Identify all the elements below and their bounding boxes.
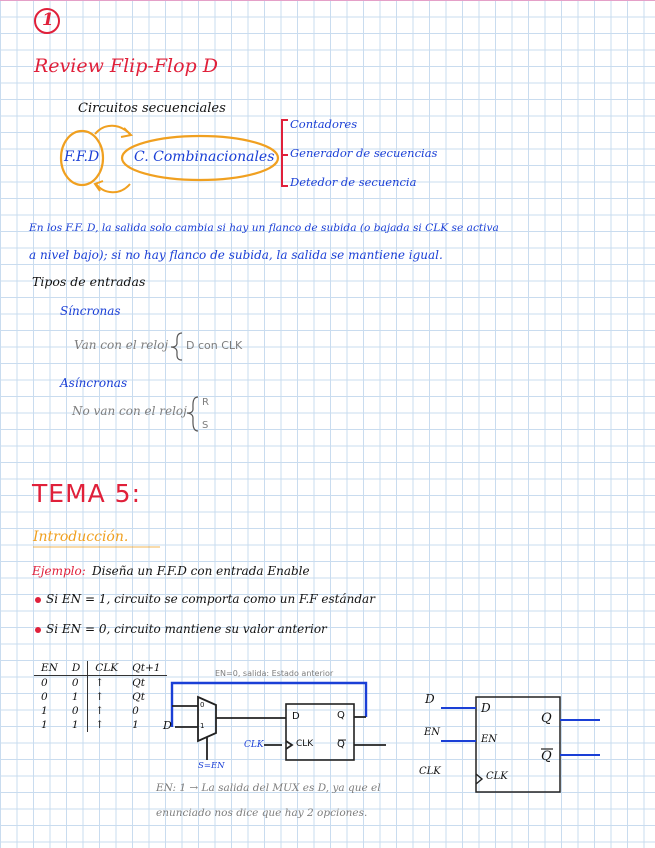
sync-text: Van con el reloj bbox=[74, 338, 169, 352]
list-item-0: Contadores bbox=[290, 117, 358, 131]
list-bracket bbox=[282, 120, 288, 186]
sync-label: Síncronas bbox=[60, 304, 121, 318]
async-label: Asíncronas bbox=[60, 376, 128, 390]
page-title: Review Flip-Flop D bbox=[34, 55, 218, 77]
block-out-qbar: Q bbox=[541, 749, 552, 764]
truth-table bbox=[34, 661, 167, 732]
bullet-2-text: Si EN = 0, circuito mantiene su valor anterior bbox=[46, 622, 327, 636]
block-pin-d: D bbox=[481, 701, 491, 715]
list-item-2: Detedor de secuencia bbox=[290, 175, 417, 189]
ff-pin-qbar: Q bbox=[337, 739, 345, 750]
th-q: Qt+1 bbox=[125, 661, 167, 676]
mux-in1: 1 bbox=[200, 722, 205, 730]
sync-brace bbox=[171, 333, 182, 360]
paragraph-line-1: En los F.F. D, la salida solo cambia si hay un flanco de subida (o bajada si CLK se activa bbox=[29, 222, 499, 234]
block-pin-clk: CLK bbox=[486, 771, 508, 782]
bullet-2 bbox=[35, 627, 41, 633]
th-d: D bbox=[65, 661, 88, 676]
async-brace-s: S bbox=[202, 420, 209, 431]
paragraph-line-2: a nivel bajo); si no hay flanco de subida, la salida se mantiene igual. bbox=[29, 248, 443, 262]
circuit-d-input: D bbox=[163, 719, 172, 732]
diagram-heading: Circuitos secuenciales bbox=[78, 101, 226, 116]
node-comb: C. Combinacionales bbox=[134, 149, 275, 165]
circuit-note-2: enunciado nos dice que hay 2 opciones. bbox=[156, 807, 368, 819]
block-in-d: D bbox=[425, 692, 435, 706]
table-row: 1 0 ↑ 0 bbox=[41, 705, 139, 717]
table-row: 0 1 ↑ Qt bbox=[41, 691, 145, 703]
mux-circuit bbox=[172, 683, 386, 760]
intro-heading: Introducción. bbox=[33, 529, 129, 545]
page-number: 1 bbox=[42, 10, 54, 30]
async-brace bbox=[187, 397, 198, 431]
ff-pin-d: D bbox=[292, 711, 300, 722]
block-in-en: EN bbox=[424, 727, 441, 738]
block-pin-en: EN bbox=[481, 734, 498, 745]
ejemplo-label: Ejemplo: bbox=[32, 564, 86, 578]
async-text: No van con el reloj bbox=[72, 404, 187, 418]
table-row: 1 1 ↑ 1 bbox=[41, 719, 139, 731]
mux-in0: 0 bbox=[200, 701, 205, 709]
tipos-heading: Tipos de entradas bbox=[32, 274, 146, 289]
ff-pin-clk: CLK bbox=[296, 739, 314, 749]
node-ffd: F.F.D bbox=[64, 149, 100, 165]
ff-pin-q: Q bbox=[337, 710, 345, 721]
tema-heading: TEMA 5: bbox=[32, 479, 142, 508]
block-out-q: Q bbox=[541, 711, 552, 726]
table-row: 0 0 ↑ Qt bbox=[41, 677, 145, 689]
sync-brace-item: D con CLK bbox=[186, 339, 243, 352]
circuit-note-1: EN: 1 → La salida del MUX es D, ya que el bbox=[156, 782, 381, 794]
circuit-clk-input: CLK bbox=[244, 740, 264, 750]
circuit-s-label: S=EN bbox=[198, 761, 225, 771]
th-en: EN bbox=[34, 661, 65, 676]
arrow-bottom bbox=[96, 184, 130, 192]
list-item-1: Generador de secuencias bbox=[290, 146, 438, 160]
bullet-1 bbox=[35, 597, 41, 603]
block-in-clk: CLK bbox=[419, 766, 441, 777]
async-brace-r: R bbox=[202, 397, 209, 408]
bullet-1-text: Si EN = 1, circuito se comporta como un F.F estándar bbox=[46, 592, 375, 606]
th-clk: CLK bbox=[88, 661, 125, 676]
feedback-note: EN=0, salida: Estado anterior bbox=[215, 669, 334, 678]
ejemplo-text: Diseña un F.F.D con entrada Enable bbox=[92, 564, 310, 578]
